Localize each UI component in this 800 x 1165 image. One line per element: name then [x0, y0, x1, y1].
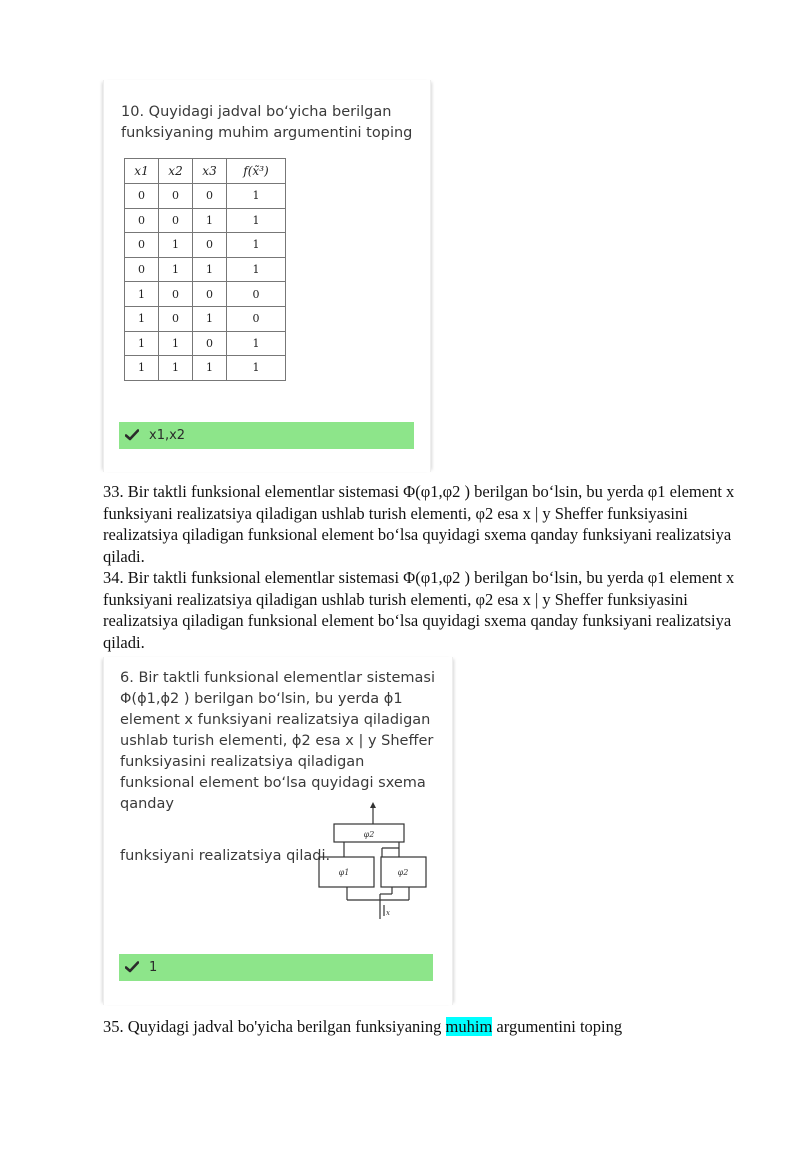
- table-cell: 1: [159, 331, 193, 356]
- paragraph-34: 34. Bir taktli funksional elementlar sistemasi Φ(φ1,φ2 ) berilgan bo‘lsin, bu yerda φ1 element x funksiyani realizatsiya qiladigan ushlab turish elementi, φ2 esa x | y Sheffer funksiyasini realizatsiya qiladigan funksional element bo‘lsa quyidagi sxema qanday funksiyani realizatsiya qiladi.: [103, 568, 735, 652]
- table-cell: 1: [125, 282, 159, 307]
- table-cell: 1: [227, 356, 286, 381]
- table-cell: 0: [125, 257, 159, 282]
- table-cell: 1: [227, 184, 286, 209]
- table-cell: 0: [159, 282, 193, 307]
- question-card-6: [103, 657, 453, 1005]
- table-cell: 1: [159, 257, 193, 282]
- paragraph-35-text-end: argumentini toping: [492, 1017, 623, 1036]
- table-cell: 1: [125, 331, 159, 356]
- table-row: [125, 331, 286, 356]
- table-cell: 1: [193, 306, 227, 331]
- table-row: [125, 282, 286, 307]
- correct-answer-bar: [119, 954, 433, 981]
- left-block-label: φ1: [338, 868, 350, 877]
- top-block-label: φ2: [363, 830, 375, 839]
- highlighted-word: muhim: [445, 1017, 493, 1036]
- column-header: x2: [159, 159, 193, 184]
- table-cell: 1: [227, 331, 286, 356]
- table-row: [125, 257, 286, 282]
- table-row: [125, 208, 286, 233]
- table-cell: 1: [125, 306, 159, 331]
- question-text: 6. Bir taktli funksional elementlar sistemasi Φ(ɸ1,ɸ2 ) berilgan bo‘lsin, bu yerda ɸ1 element x funksiyani realizatsiya qiladigan ushlab turish elementi, ɸ2 esa x | y Sheffer funksiyasini realizatsiya qiladigan funksional element bo‘lsa quyidagi sxema qanday: [120, 670, 435, 812]
- column-header: f(x̃³): [227, 159, 286, 184]
- checkmark-icon: [125, 961, 139, 973]
- correct-answer-bar: [119, 422, 414, 449]
- table-row: [125, 306, 286, 331]
- table-cell: 1: [193, 356, 227, 381]
- circuit-diagram: [314, 802, 439, 924]
- column-header: x3: [193, 159, 227, 184]
- table-cell: 1: [159, 356, 193, 381]
- answer-text: x1,x2: [149, 428, 186, 443]
- table-cell: 0: [227, 282, 286, 307]
- table-cell: 0: [193, 184, 227, 209]
- column-header: x1: [125, 159, 159, 184]
- table-header-row: [125, 159, 286, 184]
- table-cell: 0: [125, 233, 159, 258]
- table-row: [125, 356, 286, 381]
- table-cell: 0: [159, 208, 193, 233]
- table-row: [125, 233, 286, 258]
- truth-table: [124, 158, 286, 381]
- table-cell: 1: [125, 356, 159, 381]
- paragraph-35-text: 35. Quyidagi jadval bo'yicha berilgan funksiyaning: [103, 1017, 446, 1036]
- table-row: [125, 184, 286, 209]
- table-cell: 0: [193, 331, 227, 356]
- table-cell: 0: [193, 282, 227, 307]
- table-cell: 1: [193, 257, 227, 282]
- paragraph-33: 33. Bir taktli funksional elementlar sistemasi Φ(φ1,φ2 ) berilgan bo‘lsin, bu yerda φ1 element x funksiyani realizatsiya qiladigan ushlab turish elementi, φ2 esa x | y Sheffer funksiyasini realizatsiya qiladigan funksional element bo‘lsa quyidagi sxema qanday funksiyani realizatsiya qiladi.: [103, 482, 735, 566]
- table-cell: 1: [227, 257, 286, 282]
- paragraph-35: [103, 1016, 753, 1038]
- question-card-10: [103, 80, 431, 472]
- table-cell: 0: [125, 208, 159, 233]
- table-cell: 0: [159, 184, 193, 209]
- table-cell: 0: [227, 306, 286, 331]
- table-cell: 1: [193, 208, 227, 233]
- answer-text: 1: [149, 960, 158, 975]
- table-cell: 1: [227, 233, 286, 258]
- input-label: x: [386, 909, 390, 917]
- table-cell: 0: [125, 184, 159, 209]
- table-cell: 0: [193, 233, 227, 258]
- table-cell: 1: [227, 208, 286, 233]
- table-cell: 1: [159, 233, 193, 258]
- right-block-label: φ2: [397, 868, 409, 877]
- question-text-continuation: funksiyani realizatsiya qiladi.: [120, 848, 331, 864]
- question-text: 10. Quyidagi jadval bo‘yicha berilgan funksiyaning muhim argumentini toping: [121, 104, 413, 141]
- checkmark-icon: [125, 429, 139, 441]
- table-cell: 0: [159, 306, 193, 331]
